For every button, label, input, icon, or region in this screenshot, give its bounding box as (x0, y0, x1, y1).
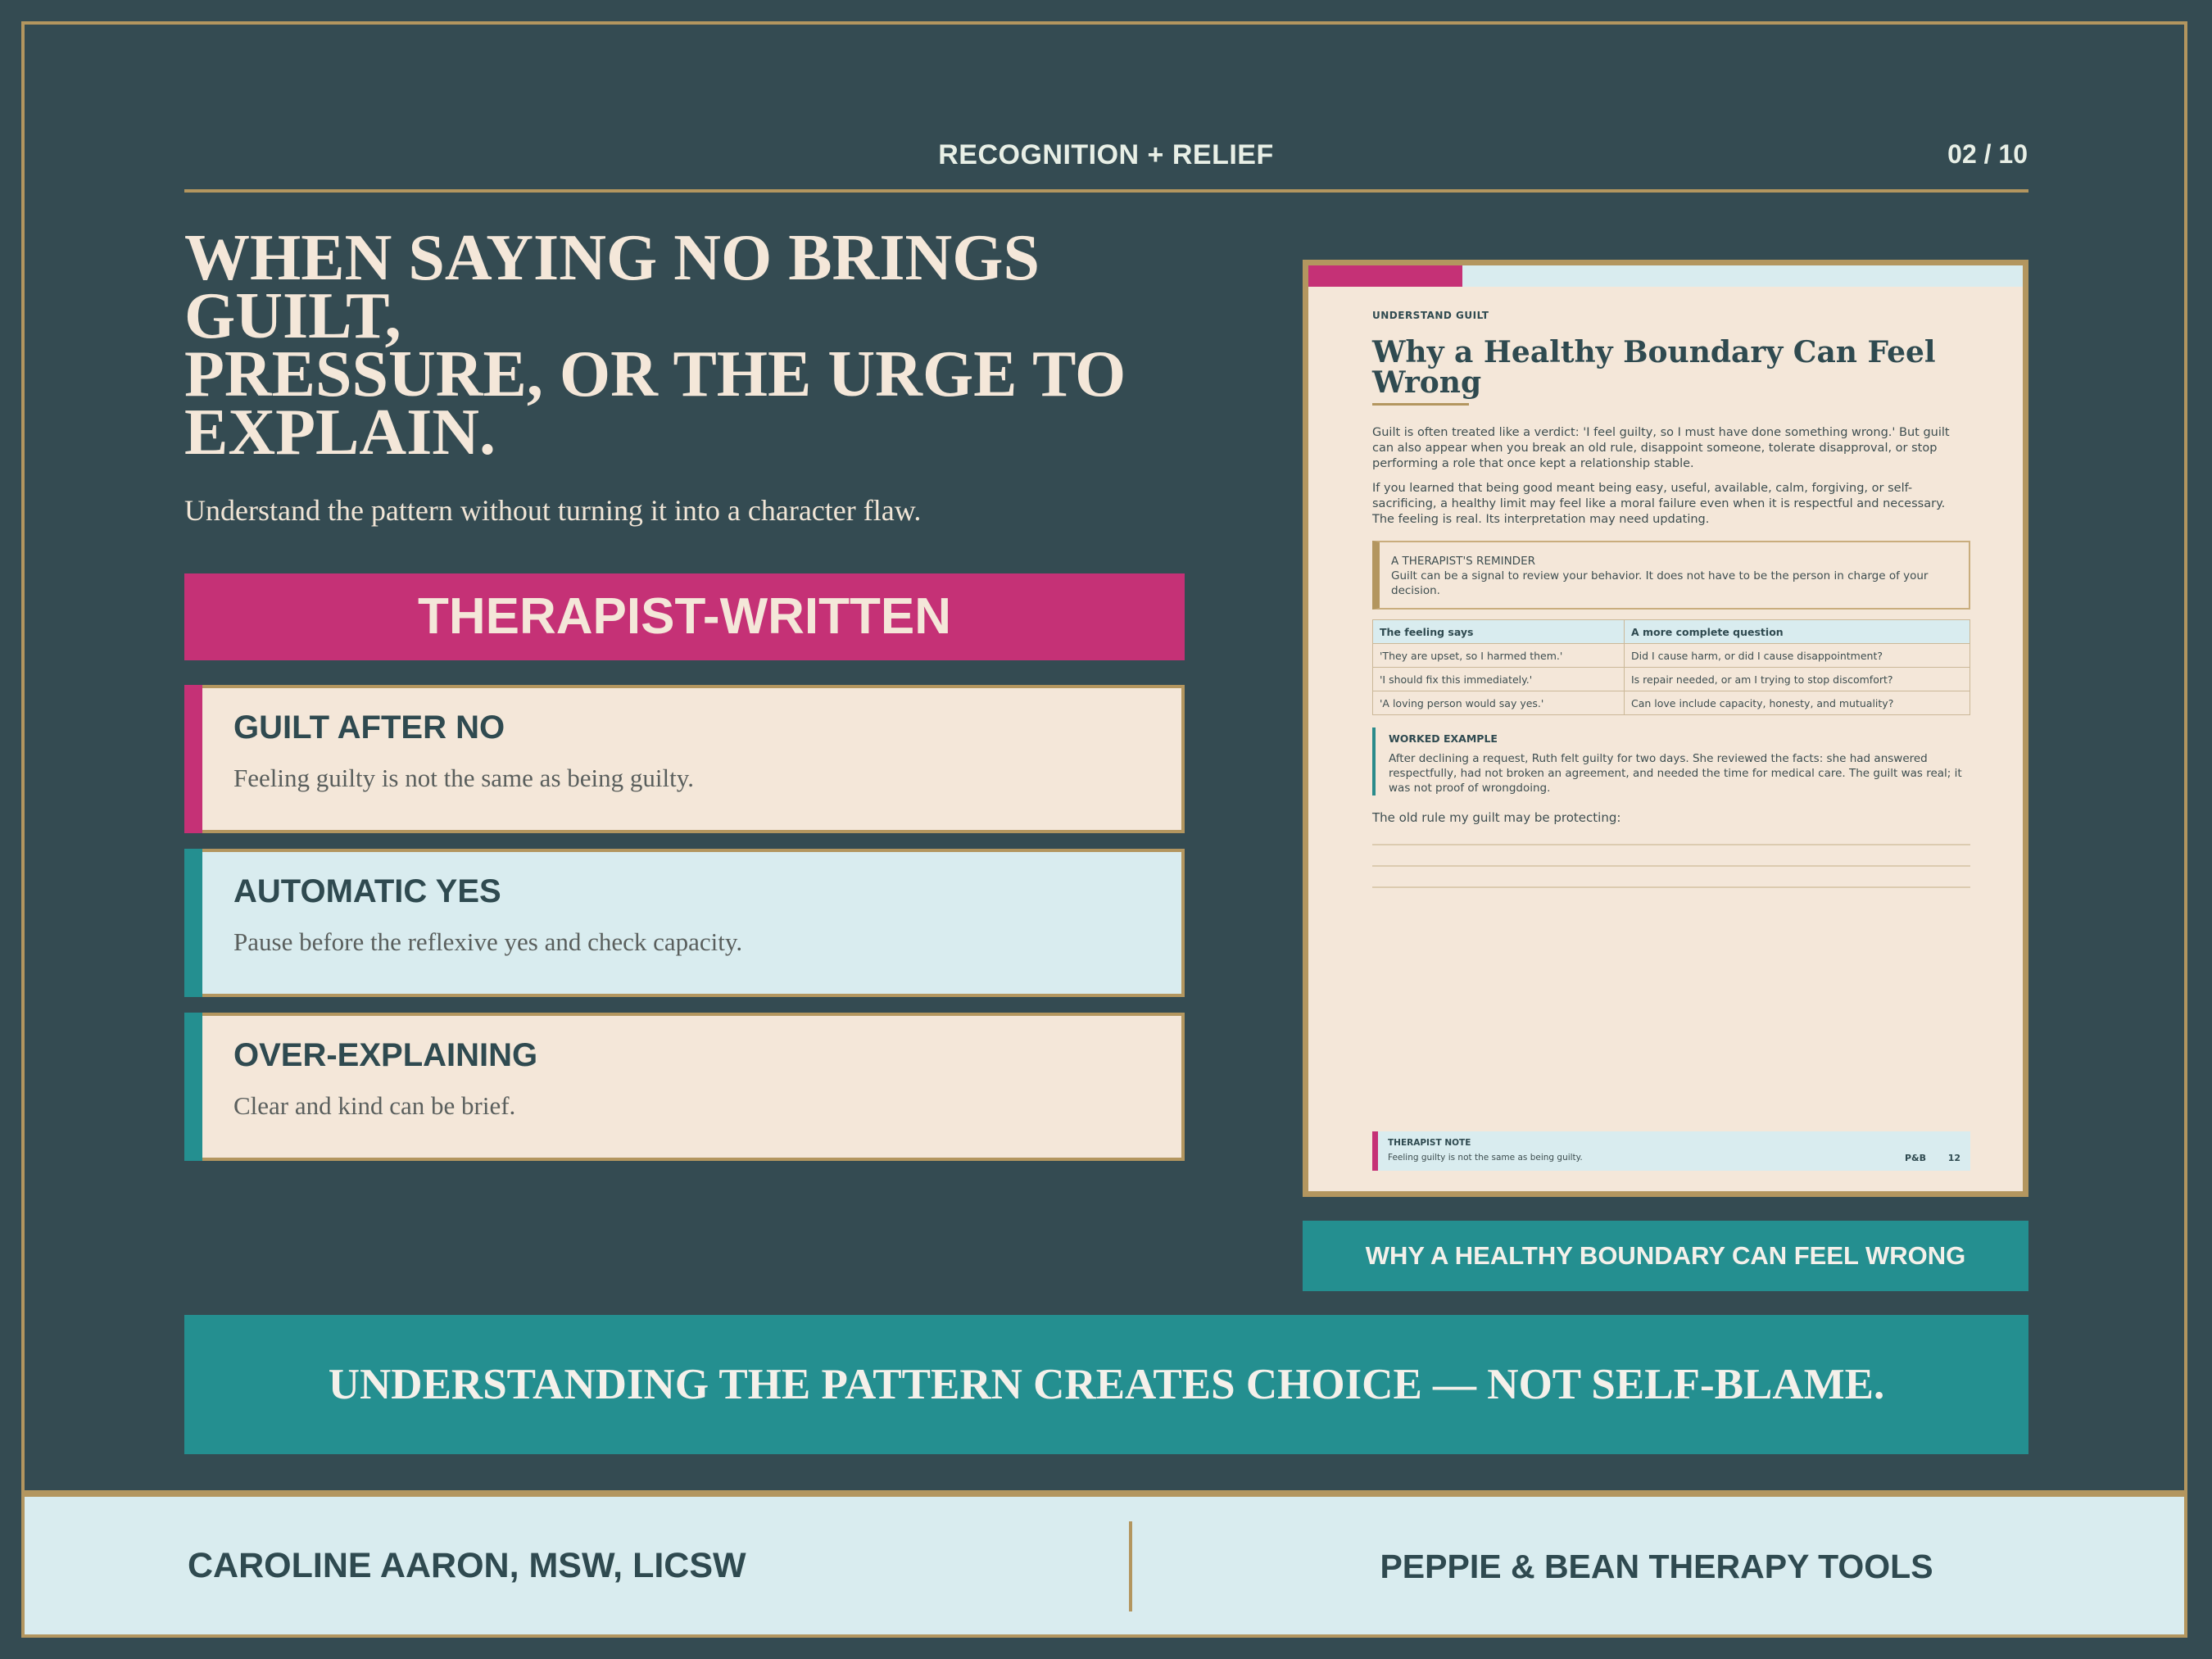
therapist-note-text: Feeling guilty is not the same as being guilty. (1388, 1153, 1583, 1163)
worksheet-top-bar-accent (1308, 265, 1462, 287)
table-header-row (1373, 620, 1970, 644)
headline-line-1: WHEN SAYING NO BRINGS GUILT, (184, 222, 1040, 352)
headline-line-2: PRESSURE, OR THE URGE TO EXPLAIN. (184, 338, 1126, 469)
worksheet-top-bar (1308, 265, 2023, 287)
section-label: RECOGNITION + RELIEF (938, 139, 1274, 170)
company-name: PEPPIE & BEAN THERAPY TOOLS (1380, 1548, 1933, 1585)
therapist-reminder-box (1372, 541, 1970, 610)
subheadline: Understand the pattern without turning it into a character flaw. (184, 494, 922, 527)
worksheet-title: Why a Healthy Boundary Can Feel Wrong (1372, 335, 1936, 400)
therapist-note-heading: THERAPIST NOTE (1388, 1138, 1471, 1148)
author-name: CAROLINE AARON, MSW, LICSW (188, 1546, 746, 1585)
page-indicator: 02 / 10 (1947, 139, 2028, 169)
card-text: Feeling guilty is not the same as being guilty. (233, 764, 694, 792)
worksheet-title-underline (1372, 403, 1469, 406)
worked-example-box (1372, 728, 1970, 796)
reminder-text: Guilt can be a signal to review your behavior. It does not have to be the person in charge of your decision. (1391, 569, 1929, 597)
card-accent-stripe (184, 849, 202, 997)
footer (21, 1494, 2187, 1638)
table-cell: Did I cause harm, or did I cause disappointment? (1625, 644, 1970, 668)
worked-example-heading: WORKED EXAMPLE (1389, 732, 1498, 745)
table-header: A more complete question (1625, 620, 1970, 644)
table-cell: Can love include capacity, honesty, and mutuality? (1625, 691, 1970, 715)
writing-line (1372, 844, 1970, 845)
card-title: OVER-EXPLAINING (233, 1037, 538, 1073)
card-title: AUTOMATIC YES (233, 873, 501, 909)
table-cell: 'They are upset, so I harmed them.' (1373, 644, 1625, 668)
worksheet-kicker: UNDERSTAND GUILT (1372, 310, 1489, 321)
header-divider (184, 189, 2028, 193)
worksheet-page-number: 12 (1947, 1153, 1960, 1163)
card-accent-stripe (184, 685, 202, 833)
headline (184, 222, 1217, 469)
table-header: The feeling says (1373, 620, 1625, 644)
card-accent-stripe (184, 1013, 202, 1161)
writing-line (1372, 865, 1970, 867)
card-title: GUILT AFTER NO (233, 709, 505, 746)
therapist-note-bar (1372, 1131, 1970, 1171)
tagline-banner: UNDERSTANDING THE PATTERN CREATES CHOICE — NOT SELF-BLAME. (184, 1315, 2028, 1454)
writing-line (1372, 886, 1970, 888)
worksheet-preview[interactable] (1303, 260, 2028, 1197)
worksheet-paragraph-2: If you learned that being good meant being easy, useful, available, calm, forgiving, or self-sacrificing, a healthy limit may feel like a moral failure even when it is respectful and necessary. The feeling is real. Its interpretation may need updating. (1372, 482, 1946, 526)
table-cell: 'A loving person would say yes.' (1373, 691, 1625, 715)
worksheet-paragraph-1: Guilt is often treated like a verdict: 'I feel guilty, so I must have done something wrong.' But guilt can also appear when you break an old rule, disappoint someone, tolerate disapproval, or stop performing a role that once kept a relationship stable. (1372, 426, 1950, 470)
card-over-explaining (184, 1013, 1185, 1161)
therapist-written-badge: THERAPIST-WRITTEN (184, 573, 1185, 660)
table-cell: Is repair needed, or am I trying to stop discomfort? (1625, 668, 1970, 691)
feeling-question-table (1372, 619, 1970, 715)
table-row (1373, 644, 1970, 668)
card-text: Pause before the reflexive yes and check capacity. (233, 927, 743, 956)
reminder-heading: A THERAPIST'S REMINDER (1391, 555, 1535, 568)
table-row (1373, 691, 1970, 715)
worksheet-brand: P&B (1905, 1153, 1927, 1163)
worked-example-text: After declining a request, Ruth felt guilty for two days. She reviewed the facts: she had answered respectfully, had not broken an agreement, and needed the time for medical care. The guilt was real; it was not proof of wrongdoing. (1389, 752, 1962, 795)
writing-prompt: The old rule my guilt may be protecting: (1372, 810, 1621, 825)
card-guilt-after-no (184, 685, 1185, 833)
worksheet-link-button[interactable]: WHY A HEALTHY BOUNDARY CAN FEEL WRONG (1303, 1221, 2028, 1291)
table-cell: 'I should fix this immediately.' (1373, 668, 1625, 691)
card-text: Clear and kind can be brief. (233, 1091, 516, 1120)
table-row (1373, 668, 1970, 691)
card-automatic-yes (184, 849, 1185, 997)
